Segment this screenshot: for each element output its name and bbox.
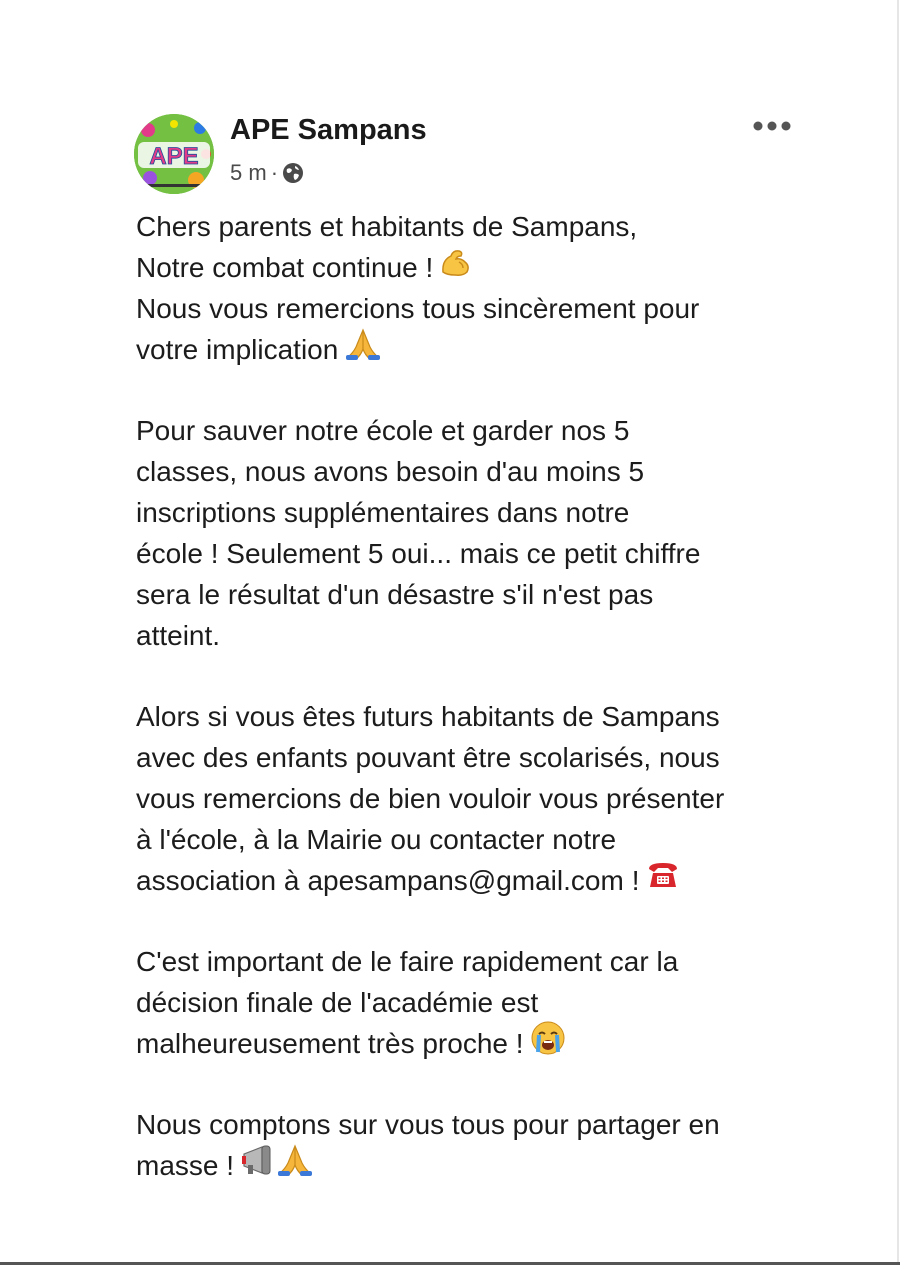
telephone-icon xyxy=(646,859,680,902)
text-line: sera le résultat d'un désastre s'il n'est pas xyxy=(136,579,654,610)
text-line: atteint. xyxy=(136,620,221,651)
text-line: inscriptions supplémentaires dans notre xyxy=(136,497,630,528)
paragraph-gap xyxy=(136,656,836,696)
text-line: malheureusement très proche ! xyxy=(136,1023,836,1064)
text-line: avec des enfants pouvant être scolarisés, nous xyxy=(136,742,720,773)
paragraph-gap xyxy=(136,370,836,410)
text-line: vous remercions de bien vouloir vous présenter xyxy=(136,783,725,814)
text-line: masse ! xyxy=(136,1145,836,1186)
avatar-text: APE xyxy=(149,143,199,170)
folded-hands-icon xyxy=(276,1143,314,1188)
post-meta xyxy=(230,160,304,186)
post-body xyxy=(136,206,836,1186)
text-line: à l'école, à la Mairie ou contacter notre xyxy=(136,824,617,855)
flexed-biceps-icon xyxy=(439,246,473,289)
text-line: Pour sauver notre école et garder nos 5 xyxy=(136,415,630,446)
meta-separator: · xyxy=(270,160,279,185)
page-edge xyxy=(897,0,899,1265)
author-name[interactable]: APE Sampans xyxy=(230,114,427,146)
paragraph-gap xyxy=(136,901,836,941)
more-options-icon[interactable] xyxy=(750,118,794,134)
email-link[interactable]: apesampans@gmail.com xyxy=(307,865,624,896)
text-line: Notre combat continue ! xyxy=(136,247,836,288)
crying-face-icon xyxy=(530,1020,566,1067)
paragraph-gap xyxy=(136,1064,836,1104)
text-line: C'est important de le faire rapidement car la xyxy=(136,946,679,977)
megaphone-icon xyxy=(240,1144,276,1187)
globe-icon xyxy=(282,162,304,184)
text-line: classes, nous avons besoin d'au moins 5 xyxy=(136,456,645,487)
page-edge-bottom xyxy=(0,1262,900,1265)
text-line: Alors si vous êtes futurs habitants de Sampans xyxy=(136,701,720,732)
post-time[interactable]: 5 m xyxy=(230,160,267,185)
text-line: Chers parents et habitants de Sampans, xyxy=(136,211,638,242)
avatar[interactable] xyxy=(134,114,214,194)
text-line: école ! Seulement 5 oui... mais ce petit chiffre xyxy=(136,538,701,569)
text-line: Nous vous remercions tous sincèrement pour xyxy=(136,293,700,324)
text-line: votre implication xyxy=(136,329,836,370)
text-line: Nous comptons sur vous tous pour partager en xyxy=(136,1109,720,1140)
text-line: association à apesampans@gmail.com ! xyxy=(136,860,836,901)
text-line: décision finale de l'académie est xyxy=(136,987,539,1018)
folded-hands-icon xyxy=(344,327,382,372)
